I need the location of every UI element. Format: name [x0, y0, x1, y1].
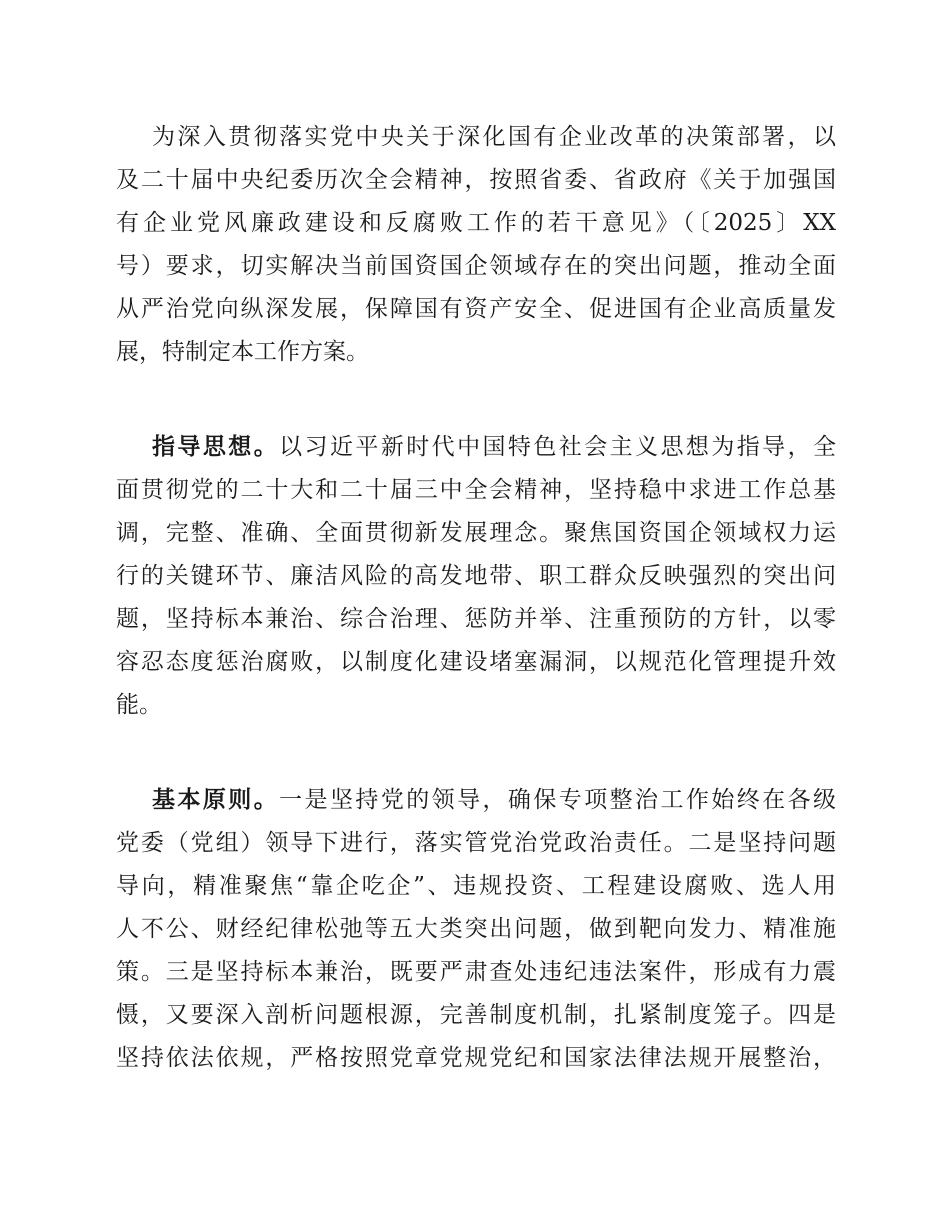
intro-line-2: 及二十届中央纪委历次全会精神，按照省委、省政府《关于加强国 [116, 167, 836, 193]
basic-principles-first-line-text: 一是坚持党的领导，确保专项整治工作始终在各级 [279, 787, 836, 813]
intro-line-6: 展，特制定本工作方案。 [116, 339, 369, 365]
basic-principles-line-6: 慑，又要深入剖析问题根源，完善制度机制，扎紧制度笼子。四是 [116, 1002, 836, 1028]
intro-line-1: 为深入贯彻落实党中央关于深化国有企业改革的决策部署，以 [152, 124, 836, 150]
basic-principles-line-3: 导向，精准聚焦“靠企吃企”、违规投资、工程建设腐败、选人用 [116, 873, 836, 899]
guiding-thought-line-4: 行的关键环节、廉洁风险的高发地带、职工群众反映强烈的突出问 [116, 563, 836, 589]
guiding-thought-line-1 [152, 427, 836, 467]
basic-principles-line-2: 党委（党组）领导下进行，落实管党治党政治责任。二是坚持问题 [116, 830, 836, 856]
intro-line-4: 号）要求，切实解决当前国资国企领域存在的突出问题，推动全面 [116, 253, 836, 279]
guiding-thought-line-6: 容忍态度惩治腐败，以制度化建设堵塞漏洞，以规范化管理提升效 [116, 649, 836, 675]
basic-principles-line-1 [152, 780, 836, 820]
basic-principles-line-7: 坚持依法依规，严格按照党章党规党纪和国家法律法规开展整治， [116, 1045, 836, 1071]
intro-line-3: 有企业党风廉政建设和反腐败工作的若干意见》（〔2025〕XX [116, 210, 836, 236]
guiding-thought-line-7: 能。 [116, 692, 162, 718]
guiding-thought-line-3: 调，完整、准确、全面贯彻新发展理念。聚焦国资国企领域权力运 [116, 520, 836, 546]
guiding-thought-first-line-text: 以习近平新时代中国特色社会主义思想为指导，全 [279, 434, 836, 460]
basic-principles-line-5: 策。三是坚持标本兼治，既要严肃查处违纪违法案件，形成有力震 [116, 959, 836, 985]
guiding-thought-line-5: 题，坚持标本兼治、综合治理、惩防并举、注重预防的方针，以零 [116, 606, 836, 632]
basic-principles-line-4: 人不公、财经纪律松弛等五大类突出问题，做到靶向发力、精准施 [116, 916, 836, 942]
guiding-thought-line-2: 面贯彻党的二十大和二十届三中全会精神，坚持稳中求进工作总基 [116, 477, 836, 503]
intro-line-5: 从严治党向纵深发展，保障国有资产安全、促进国有企业高质量发 [116, 296, 836, 322]
guiding-thought-heading: 指导思想。 [152, 433, 280, 460]
basic-principles-heading: 基本原则。 [152, 786, 280, 813]
